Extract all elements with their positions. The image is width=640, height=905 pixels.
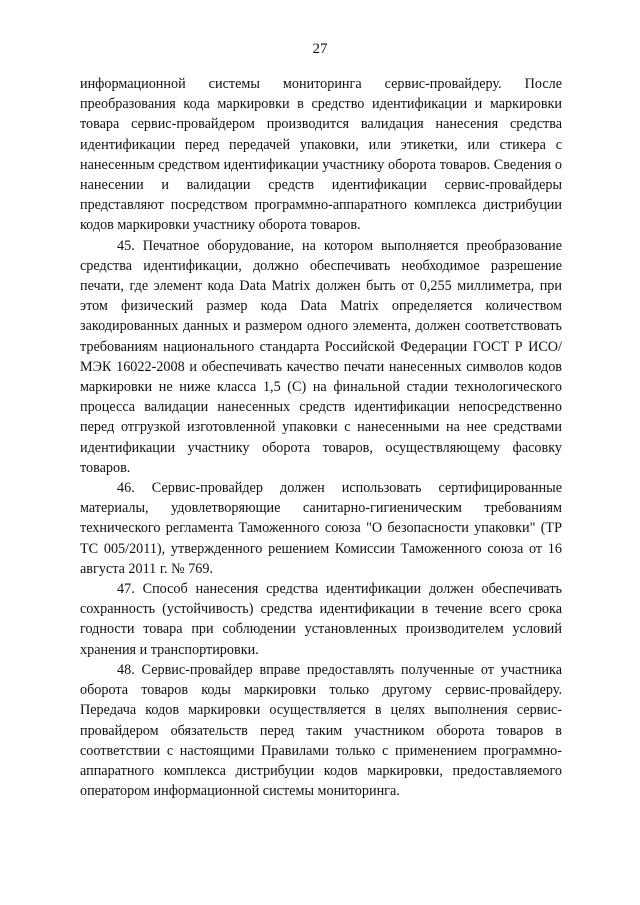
document-body xyxy=(80,74,562,801)
paragraph-item-47: 47. Способ нанесения средства идентификации должен обеспечивать сохранность (устойчивость) средства идентификации в течение всего срока годности товара при соблюдении установленных производителем условий хранения и транспортировки. xyxy=(80,581,562,658)
paragraph-item-48: 48. Сервис-провайдер вправе предоставлять полученные от участника оборота товаров коды маркировки только другому сервис-провайдеру. Передача кодов маркировки осуществляется в целях выполнения сервис-провайдером обязательств перед таким участником оборота товаров в соответствии с настоящими Правилами только с применением программно-аппаратного комплекса дистрибуции кодов маркировки, предоставляемого оператором информационной системы мониторинга. xyxy=(80,661,562,800)
page-number: 27 xyxy=(312,41,328,57)
paragraph-item-46: 46. Сервис-провайдер должен использовать сертифицированные материалы, удовлетворяющие санитарно-гигиеническим требованиям технического регламента Таможенного союза "О безопасности упаковки" (ТР ТС 005/2011), утвержденного решением Комиссии Таможенного союза от 16 августа 2011 г. № 769. xyxy=(80,480,562,577)
paragraph-continuation: информационной системы мониторинга сервис-провайдеру. После преобразования кода маркировки в средство идентификации и маркировки товара сервис-провайдером производится валидация нанесения средства идентификации перед передачей упаковки, или этикетки, или стикера с нанесенным средством идентификации участнику оборота товаров. Сведения о нанесении и валидации средств идентификации сервис-провайдеры представляют посредством программно-аппаратного комплекса дистрибуции кодов маркировки участнику оборота товаров. xyxy=(80,76,562,234)
paragraph-item-45: 45. Печатное оборудование, на котором выполняется преобразование средства идентификации, должно обеспечивать необходимое разрешение печати, где элемент кода Data Matrix должен быть от 0,255 миллиметра, при этом физический размер кода Data Matrix определяется количеством закодированных данных и размером одного элемента, должен соответствовать требованиям национального стандарта Российской Федерации ГОСТ Р ИСО/МЭК 16022-2008 и обеспечивать качество печати нанесенных символов кодов маркировки не ниже класса 1,5 (C) на финальной стадии технологического процесса валидации нанесенных средств идентификации непосредственно перед отгрузкой изготовленной упаковки с нанесенными на нее средствами идентификации участнику оборота товаров, осуществляющему фасовку товаров. xyxy=(80,237,562,476)
